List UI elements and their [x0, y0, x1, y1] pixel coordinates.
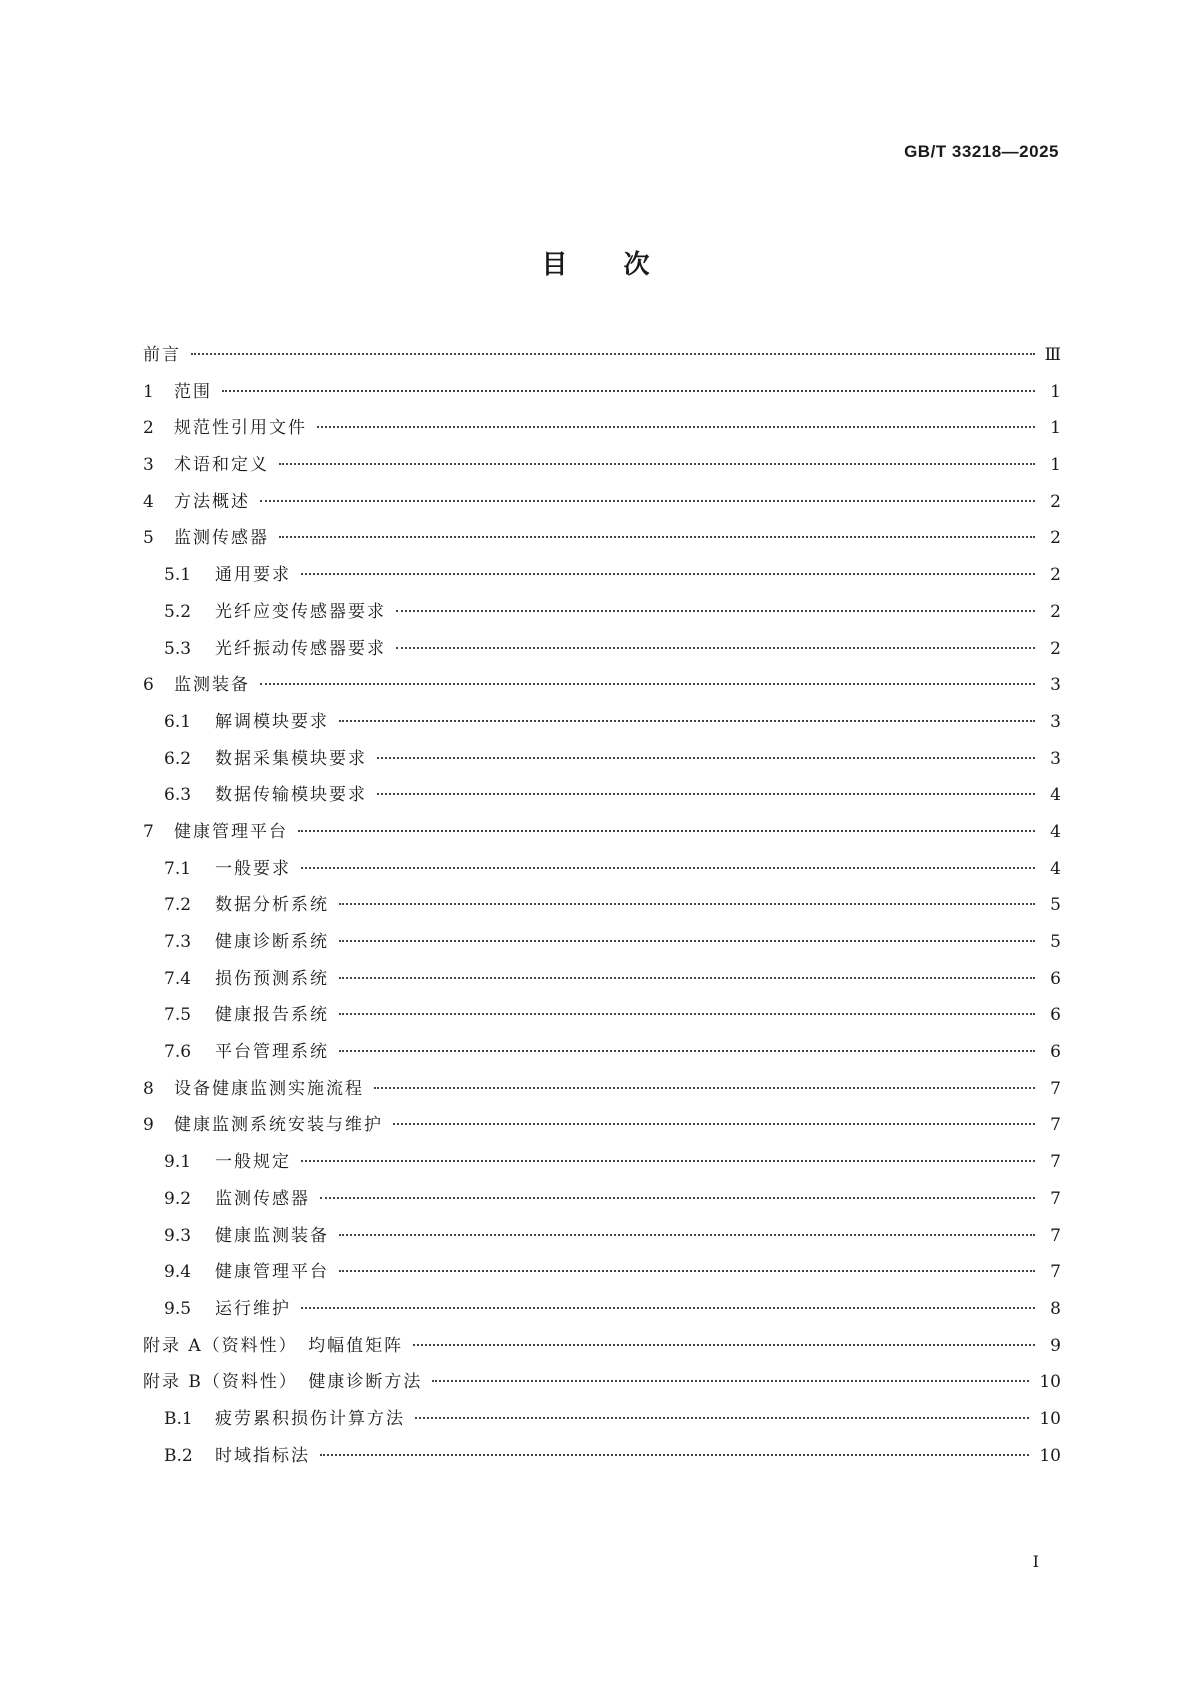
- toc-entry-page: 2: [1050, 565, 1061, 586]
- toc-entry-label: 附录 A（资料性） 均幅值矩阵: [143, 1335, 404, 1356]
- toc-entry-label: 监测传感器: [215, 1188, 310, 1209]
- toc-entry-label: 损伤预测系统: [215, 968, 329, 989]
- toc-entry-label: 健康管理平台: [215, 1262, 329, 1283]
- toc-dot-leader: [279, 536, 1035, 538]
- toc-entry-label: 数据传输模块要求: [215, 785, 367, 806]
- toc-entry-number: 6.1: [164, 711, 192, 732]
- toc-dot-leader: [260, 683, 1035, 685]
- toc-entry-label: 范围: [174, 381, 212, 402]
- toc-entry-page: 7: [1050, 1262, 1061, 1283]
- toc-entry-label: 一般规定: [215, 1152, 291, 1173]
- toc-entry-number: 6: [143, 675, 154, 696]
- toc-entry[interactable]: [143, 1110, 1061, 1147]
- toc-entry-page: 5: [1050, 895, 1061, 916]
- toc-dot-leader: [339, 977, 1035, 979]
- toc-entry-number: 9.5: [164, 1298, 192, 1319]
- toc-entry[interactable]: [143, 854, 1061, 891]
- toc-entry-number: 2: [143, 418, 154, 439]
- toc-entry-number: 7.1: [164, 858, 192, 879]
- toc-dot-leader: [320, 1454, 1029, 1456]
- document-code: GB/T 33218—2025: [904, 142, 1059, 161]
- toc-entry-page: 2: [1050, 601, 1061, 622]
- toc-dot-leader: [339, 1050, 1035, 1052]
- toc-dot-leader: [320, 1197, 1035, 1199]
- toc-entry-label: 一般要求: [215, 858, 291, 879]
- toc-entry-label: 监测装备: [174, 675, 250, 696]
- toc-dot-leader: [298, 830, 1035, 832]
- toc-entry-page: 3: [1050, 711, 1061, 732]
- toc-entry[interactable]: [143, 744, 1061, 781]
- toc-entry-label: 术语和定义: [174, 455, 269, 476]
- toc-entry[interactable]: [143, 340, 1061, 377]
- toc-entry-label: 解调模块要求: [215, 711, 329, 732]
- toc-entry-label: 附录 B（资料性） 健康诊断方法: [143, 1372, 423, 1393]
- toc-entry-number: 5.2: [164, 601, 192, 622]
- toc-entry-label: 光纤振动传感器要求: [215, 638, 386, 659]
- toc-entry[interactable]: [143, 523, 1061, 560]
- table-of-contents: [143, 340, 1061, 1477]
- toc-dot-leader: [413, 1344, 1035, 1346]
- toc-dot-leader: [339, 1013, 1035, 1015]
- toc-entry-label: 光纤应变传感器要求: [215, 601, 386, 622]
- toc-dot-leader: [415, 1417, 1029, 1419]
- toc-entry[interactable]: [143, 1441, 1061, 1478]
- toc-entry[interactable]: [143, 817, 1061, 854]
- toc-entry-page: 9: [1050, 1335, 1061, 1356]
- toc-entry-number: B.2: [164, 1445, 193, 1466]
- toc-dot-leader: [339, 903, 1035, 905]
- toc-dot-leader: [377, 793, 1035, 795]
- toc-dot-leader: [317, 426, 1035, 428]
- toc-dot-leader: [396, 647, 1035, 649]
- toc-entry-label: 疲劳累积损伤计算方法: [215, 1408, 405, 1429]
- toc-entry-page: 2: [1050, 528, 1061, 549]
- toc-entry[interactable]: [143, 1074, 1061, 1111]
- toc-entry-label: 健康监测系统安装与维护: [174, 1115, 383, 1136]
- toc-entry-page: 10: [1039, 1372, 1061, 1393]
- toc-dot-leader: [279, 463, 1035, 465]
- toc-entry[interactable]: [143, 890, 1061, 927]
- toc-entry-label: 数据分析系统: [215, 895, 329, 916]
- toc-entry-page: 5: [1050, 932, 1061, 952]
- toc-entry[interactable]: [143, 634, 1061, 671]
- toc-entry[interactable]: [143, 413, 1061, 450]
- toc-dot-leader: [301, 1160, 1035, 1162]
- toc-dot-leader: [339, 1270, 1035, 1272]
- toc-entry[interactable]: [143, 964, 1061, 1001]
- toc-entry-page: 1: [1050, 418, 1061, 439]
- toc-entry-page: 6: [1050, 1005, 1061, 1026]
- toc-entry-number: B.1: [164, 1408, 193, 1429]
- toc-entry-label: 监测传感器: [174, 528, 269, 549]
- toc-entry-number: 7.4: [164, 968, 192, 989]
- toc-entry-label: 健康诊断系统: [215, 932, 329, 952]
- toc-entry[interactable]: [143, 1257, 1061, 1294]
- toc-entry-number: 5.1: [164, 565, 192, 586]
- toc-entry-label: 设备健康监测实施流程: [174, 1078, 364, 1099]
- toc-dot-leader: [301, 1307, 1035, 1309]
- toc-entry-number: 6.3: [164, 785, 192, 806]
- toc-dot-leader: [339, 720, 1035, 722]
- toc-entry-page: 1: [1050, 455, 1061, 476]
- toc-entry-label: 健康监测装备: [215, 1225, 329, 1246]
- toc-entry-number: 7.3: [164, 932, 192, 952]
- toc-entry[interactable]: [143, 1037, 1061, 1074]
- toc-entry-number: 1: [143, 381, 154, 402]
- toc-entry[interactable]: [143, 1147, 1061, 1184]
- toc-entry-number: 6.2: [164, 748, 192, 769]
- toc-entry-page: 2: [1050, 491, 1061, 512]
- toc-entry[interactable]: [143, 560, 1061, 597]
- toc-entry-number: 7: [143, 821, 154, 842]
- toc-dot-leader: [432, 1380, 1029, 1382]
- toc-entry-page: 3: [1050, 675, 1061, 696]
- toc-entry[interactable]: [143, 1294, 1061, 1331]
- toc-entry-page: 7: [1050, 1078, 1061, 1099]
- toc-entry-number: 9.2: [164, 1188, 192, 1209]
- toc-entry-page: 1: [1050, 381, 1061, 402]
- toc-entry-page: 7: [1050, 1152, 1061, 1173]
- toc-dot-leader: [377, 757, 1035, 759]
- toc-entry-page: 4: [1050, 821, 1061, 842]
- toc-dot-leader: [374, 1087, 1035, 1089]
- toc-entry-number: 7.5: [164, 1005, 192, 1026]
- toc-entry[interactable]: [143, 670, 1061, 707]
- toc-entry[interactable]: [143, 1221, 1061, 1258]
- toc-entry[interactable]: [143, 1000, 1061, 1037]
- toc-entry-label: 健康管理平台: [174, 821, 288, 842]
- toc-entry[interactable]: [143, 780, 1061, 817]
- toc-entry-page: 10: [1039, 1408, 1061, 1429]
- toc-entry-page: 7: [1050, 1225, 1061, 1246]
- toc-entry-number: 9: [143, 1115, 154, 1136]
- toc-entry-page: 7: [1050, 1115, 1061, 1136]
- toc-entry-page: 2: [1050, 638, 1061, 659]
- toc-entry[interactable]: [143, 450, 1061, 487]
- toc-dot-leader: [191, 353, 1035, 355]
- toc-entry-page: 4: [1050, 785, 1061, 806]
- toc-entry-number: 3: [143, 455, 154, 476]
- toc-entry-number: 9.1: [164, 1152, 192, 1173]
- toc-entry-label: 通用要求: [215, 565, 291, 586]
- toc-entry-page: 8: [1050, 1298, 1061, 1319]
- toc-entry-page: 6: [1050, 1042, 1061, 1063]
- toc-entry-label: 运行维护: [215, 1298, 291, 1319]
- toc-entry-number: 7.6: [164, 1042, 192, 1063]
- toc-entry-page: 4: [1050, 858, 1061, 879]
- toc-dot-leader: [301, 573, 1035, 575]
- toc-entry-label: 前言: [143, 345, 181, 365]
- toc-entry-number: 5.3: [164, 638, 192, 659]
- toc-entry-page: 3: [1050, 748, 1061, 769]
- toc-entry-page: 7: [1050, 1188, 1061, 1209]
- toc-dot-leader: [396, 610, 1035, 612]
- toc-entry-number: 7.2: [164, 895, 192, 916]
- toc-entry-label: 方法概述: [174, 491, 250, 512]
- page-number: I: [1032, 1552, 1039, 1571]
- toc-entry[interactable]: [143, 597, 1061, 634]
- toc-dot-leader: [339, 940, 1035, 942]
- toc-entry-label: 时域指标法: [215, 1445, 310, 1466]
- toc-entry-number: 9.3: [164, 1225, 192, 1246]
- toc-entry-number: 5: [143, 528, 154, 549]
- toc-entry[interactable]: [143, 927, 1061, 964]
- toc-entry[interactable]: [143, 377, 1061, 414]
- toc-dot-leader: [393, 1123, 1035, 1125]
- toc-dot-leader: [301, 867, 1035, 869]
- toc-title: 目次: [541, 250, 706, 280]
- toc-entry[interactable]: [143, 1331, 1061, 1368]
- toc-entry-number: 9.4: [164, 1262, 192, 1283]
- toc-entry-page: 10: [1039, 1445, 1061, 1466]
- toc-entry-number: 4: [143, 491, 154, 512]
- toc-dot-leader: [222, 390, 1035, 392]
- toc-entry-label: 规范性引用文件: [174, 418, 307, 439]
- toc-entry[interactable]: [143, 1184, 1061, 1221]
- toc-dot-leader: [260, 500, 1035, 502]
- toc-entry[interactable]: [143, 1367, 1061, 1404]
- toc-entry[interactable]: [143, 487, 1061, 524]
- toc-entry-page: Ⅲ: [1044, 345, 1061, 365]
- toc-entry-label: 数据采集模块要求: [215, 748, 367, 769]
- toc-entry[interactable]: [143, 707, 1061, 744]
- toc-entry-number: 8: [143, 1078, 154, 1099]
- toc-entry[interactable]: [143, 1404, 1061, 1441]
- toc-dot-leader: [339, 1234, 1035, 1236]
- toc-entry-label: 平台管理系统: [215, 1042, 329, 1063]
- toc-entry-page: 6: [1050, 968, 1061, 989]
- toc-entry-label: 健康报告系统: [215, 1005, 329, 1026]
